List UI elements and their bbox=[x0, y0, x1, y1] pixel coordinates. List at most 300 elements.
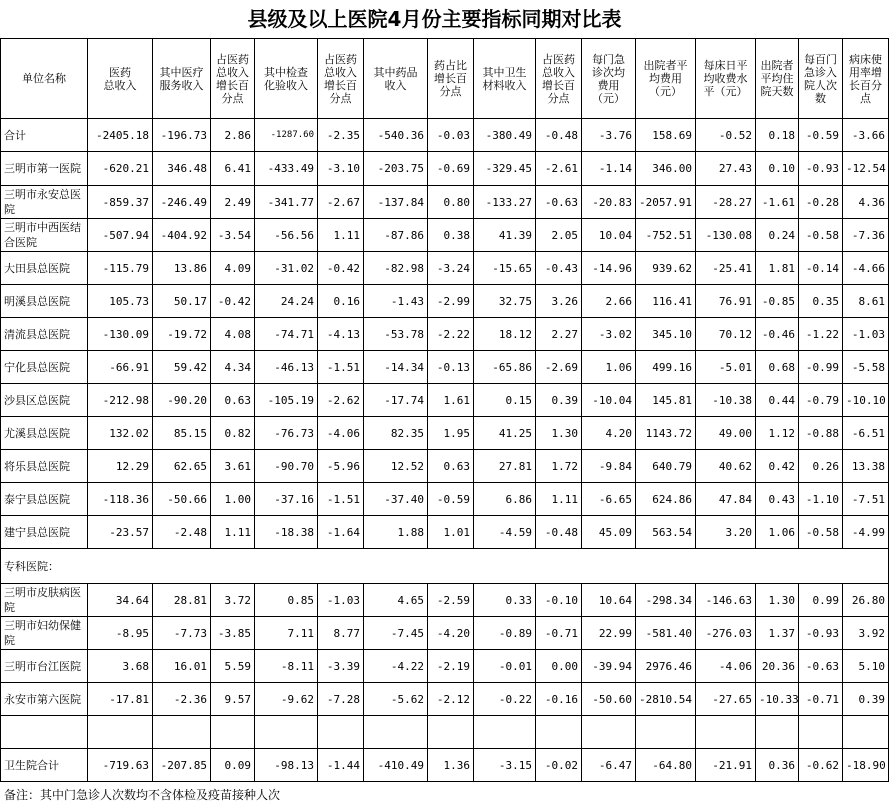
empty-cell bbox=[843, 716, 889, 749]
value-cell: 1.61 bbox=[428, 384, 474, 417]
value-cell: -66.91 bbox=[88, 351, 153, 384]
empty-cell bbox=[153, 716, 211, 749]
column-header: 每百门 急诊入 院人次 数 bbox=[799, 39, 843, 119]
value-cell: -2.22 bbox=[428, 318, 474, 351]
value-cell: 12.29 bbox=[88, 450, 153, 483]
value-cell: 0.09 bbox=[211, 749, 255, 782]
value-cell: -1.43 bbox=[364, 285, 428, 318]
value-cell: -27.65 bbox=[696, 683, 756, 716]
value-cell: -0.22 bbox=[474, 683, 536, 716]
value-cell: 4.20 bbox=[582, 417, 636, 450]
value-cell: -50.66 bbox=[153, 483, 211, 516]
section-label: 专科医院： bbox=[1, 549, 889, 584]
value-cell: 4.09 bbox=[211, 252, 255, 285]
table-row bbox=[1, 650, 889, 683]
value-cell: 6.86 bbox=[474, 483, 536, 516]
value-cell: -2.61 bbox=[536, 152, 582, 186]
value-cell: -0.93 bbox=[799, 152, 843, 186]
value-cell: 5.10 bbox=[843, 650, 889, 683]
value-cell: 70.12 bbox=[696, 318, 756, 351]
value-cell: 24.24 bbox=[255, 285, 318, 318]
value-cell: 0.24 bbox=[756, 219, 799, 252]
column-header: 占医药 总收入 增长百 分点 bbox=[318, 39, 364, 119]
value-cell: -2405.18 bbox=[88, 119, 153, 152]
value-cell: 4.36 bbox=[843, 186, 889, 219]
value-cell: -28.27 bbox=[696, 186, 756, 219]
value-cell: -1.44 bbox=[318, 749, 364, 782]
value-cell: 0.33 bbox=[474, 584, 536, 617]
value-cell: -0.01 bbox=[474, 650, 536, 683]
value-cell: -23.57 bbox=[88, 516, 153, 549]
value-cell: 346.00 bbox=[636, 152, 696, 186]
table-row bbox=[1, 152, 889, 186]
empty-cell bbox=[536, 716, 582, 749]
value-cell: 1.37 bbox=[756, 617, 799, 650]
value-cell: 6.41 bbox=[211, 152, 255, 186]
value-cell: -8.11 bbox=[255, 650, 318, 683]
value-cell: -5.96 bbox=[318, 450, 364, 483]
value-cell: 0.10 bbox=[756, 152, 799, 186]
value-cell: -14.96 bbox=[582, 252, 636, 285]
value-cell: -0.63 bbox=[536, 186, 582, 219]
unit-name-cell: 合计 bbox=[1, 119, 88, 152]
value-cell: 1.06 bbox=[756, 516, 799, 549]
value-cell: 0.42 bbox=[756, 450, 799, 483]
value-cell: 0.68 bbox=[756, 351, 799, 384]
value-cell: -752.51 bbox=[636, 219, 696, 252]
unit-name-cell: 三明市台江医院 bbox=[1, 650, 88, 683]
value-cell: 105.73 bbox=[88, 285, 153, 318]
value-cell: 1.00 bbox=[211, 483, 255, 516]
value-cell: 62.65 bbox=[153, 450, 211, 483]
value-cell: 0.16 bbox=[318, 285, 364, 318]
value-cell: 27.43 bbox=[696, 152, 756, 186]
value-cell: -5.62 bbox=[364, 683, 428, 716]
value-cell: 116.41 bbox=[636, 285, 696, 318]
value-cell: -0.42 bbox=[318, 252, 364, 285]
unit-name-cell: 大田县总医院 bbox=[1, 252, 88, 285]
header-unit-name: 单位名称 bbox=[1, 39, 88, 119]
value-cell: -10.04 bbox=[582, 384, 636, 417]
value-cell: -0.43 bbox=[536, 252, 582, 285]
value-cell: -2810.54 bbox=[636, 683, 696, 716]
value-cell: 0.82 bbox=[211, 417, 255, 450]
table-row bbox=[1, 384, 889, 417]
value-cell: -10.38 bbox=[696, 384, 756, 417]
value-cell: -1.22 bbox=[799, 318, 843, 351]
empty-cell bbox=[799, 716, 843, 749]
value-cell: -6.65 bbox=[582, 483, 636, 516]
value-cell: -380.49 bbox=[474, 119, 536, 152]
column-header: 其中医疗 服务收入 bbox=[153, 39, 211, 119]
value-cell: -133.27 bbox=[474, 186, 536, 219]
value-cell: 1.12 bbox=[756, 417, 799, 450]
value-cell: 5.59 bbox=[211, 650, 255, 683]
value-cell: 12.52 bbox=[364, 450, 428, 483]
comparison-table bbox=[0, 38, 889, 782]
value-cell: 0.80 bbox=[428, 186, 474, 219]
value-cell: -0.99 bbox=[799, 351, 843, 384]
value-cell: -2.99 bbox=[428, 285, 474, 318]
table-row bbox=[1, 285, 889, 318]
empty-cell bbox=[636, 716, 696, 749]
value-cell: -74.71 bbox=[255, 318, 318, 351]
value-cell: 3.26 bbox=[536, 285, 582, 318]
value-cell: -4.59 bbox=[474, 516, 536, 549]
value-cell: 0.38 bbox=[428, 219, 474, 252]
value-cell: -3.02 bbox=[582, 318, 636, 351]
value-cell: -1.61 bbox=[756, 186, 799, 219]
value-cell: 45.09 bbox=[582, 516, 636, 549]
unit-name-cell: 沙县区总医院 bbox=[1, 384, 88, 417]
value-cell: 18.12 bbox=[474, 318, 536, 351]
value-cell: 1.81 bbox=[756, 252, 799, 285]
value-cell: -4.13 bbox=[318, 318, 364, 351]
value-cell: 0.39 bbox=[843, 683, 889, 716]
value-cell: -0.46 bbox=[756, 318, 799, 351]
value-cell: -25.41 bbox=[696, 252, 756, 285]
value-cell: -0.58 bbox=[799, 219, 843, 252]
value-cell: -1.03 bbox=[843, 318, 889, 351]
value-cell: 10.64 bbox=[582, 584, 636, 617]
total-row bbox=[1, 119, 889, 152]
table-row bbox=[1, 516, 889, 549]
value-cell: -3.66 bbox=[843, 119, 889, 152]
value-cell: -329.45 bbox=[474, 152, 536, 186]
value-cell: 3.61 bbox=[211, 450, 255, 483]
value-cell: -3.24 bbox=[428, 252, 474, 285]
value-cell: -7.36 bbox=[843, 219, 889, 252]
value-cell: -1.64 bbox=[318, 516, 364, 549]
unit-name-cell: 三明市永安总医院 bbox=[1, 186, 88, 219]
value-cell: -0.89 bbox=[474, 617, 536, 650]
value-cell: -10.33 bbox=[756, 683, 799, 716]
unit-name-cell: 将乐县总医院 bbox=[1, 450, 88, 483]
value-cell: 1.30 bbox=[756, 584, 799, 617]
value-cell: -8.95 bbox=[88, 617, 153, 650]
empty-cell bbox=[756, 716, 799, 749]
column-header: 其中卫生 材料收入 bbox=[474, 39, 536, 119]
value-cell: -0.69 bbox=[428, 152, 474, 186]
value-cell: 49.00 bbox=[696, 417, 756, 450]
value-cell: -1.03 bbox=[318, 584, 364, 617]
value-cell: -0.71 bbox=[799, 683, 843, 716]
value-cell: -1287.60 bbox=[255, 119, 318, 152]
value-cell: -7.51 bbox=[843, 483, 889, 516]
value-cell: -0.14 bbox=[799, 252, 843, 285]
value-cell: -0.59 bbox=[428, 483, 474, 516]
value-cell: 41.39 bbox=[474, 219, 536, 252]
unit-name-cell: 宁化县总医院 bbox=[1, 351, 88, 384]
value-cell: -31.02 bbox=[255, 252, 318, 285]
value-cell: -146.63 bbox=[696, 584, 756, 617]
value-cell: 50.17 bbox=[153, 285, 211, 318]
value-cell: -2.19 bbox=[428, 650, 474, 683]
empty-cell bbox=[474, 716, 536, 749]
column-header: 药占比 增长百 分点 bbox=[428, 39, 474, 119]
value-cell: -19.72 bbox=[153, 318, 211, 351]
value-cell: 9.57 bbox=[211, 683, 255, 716]
value-cell: -0.16 bbox=[536, 683, 582, 716]
column-header: 占医药 总收入 增长百 分点 bbox=[211, 39, 255, 119]
value-cell: 0.18 bbox=[756, 119, 799, 152]
value-cell: -90.20 bbox=[153, 384, 211, 417]
empty-cell bbox=[1, 716, 88, 749]
value-cell: -18.38 bbox=[255, 516, 318, 549]
value-cell: -276.03 bbox=[696, 617, 756, 650]
value-cell: 1.06 bbox=[582, 351, 636, 384]
value-cell: -298.34 bbox=[636, 584, 696, 617]
value-cell: 41.25 bbox=[474, 417, 536, 450]
value-cell: 3.20 bbox=[696, 516, 756, 549]
value-cell: 4.65 bbox=[364, 584, 428, 617]
blank-row bbox=[1, 716, 889, 749]
value-cell: 16.01 bbox=[153, 650, 211, 683]
unit-name-cell: 清流县总医院 bbox=[1, 318, 88, 351]
value-cell: -14.34 bbox=[364, 351, 428, 384]
value-cell: -507.94 bbox=[88, 219, 153, 252]
value-cell: 2.49 bbox=[211, 186, 255, 219]
value-cell: 1.11 bbox=[318, 219, 364, 252]
column-header: 占医药 总收入 增长百 分点 bbox=[536, 39, 582, 119]
value-cell: -1.51 bbox=[318, 351, 364, 384]
value-cell: -82.98 bbox=[364, 252, 428, 285]
value-cell: 34.64 bbox=[88, 584, 153, 617]
value-cell: -10.10 bbox=[843, 384, 889, 417]
value-cell: 76.91 bbox=[696, 285, 756, 318]
value-cell: -18.90 bbox=[843, 749, 889, 782]
value-cell: -6.47 bbox=[582, 749, 636, 782]
header-row bbox=[1, 39, 889, 119]
value-cell: -0.52 bbox=[696, 119, 756, 152]
value-cell: -130.08 bbox=[696, 219, 756, 252]
unit-name-cell: 三明市妇幼保健院 bbox=[1, 617, 88, 650]
value-cell: 4.08 bbox=[211, 318, 255, 351]
value-cell: 0.26 bbox=[799, 450, 843, 483]
value-cell: 2.86 bbox=[211, 119, 255, 152]
table-title: 县级及以上医院4月份主要指标同期对比表 bbox=[247, 7, 622, 31]
value-cell: -1.14 bbox=[582, 152, 636, 186]
table-row bbox=[1, 584, 889, 617]
value-cell: 2.27 bbox=[536, 318, 582, 351]
value-cell: 4.34 bbox=[211, 351, 255, 384]
unit-name-cell: 三明市中西医结合医院 bbox=[1, 219, 88, 252]
column-header: 其中药品 收入 bbox=[364, 39, 428, 119]
value-cell: -17.74 bbox=[364, 384, 428, 417]
table-row bbox=[1, 417, 889, 450]
value-cell: -3.15 bbox=[474, 749, 536, 782]
value-cell: 3.72 bbox=[211, 584, 255, 617]
footnote: 备注：其中门急诊人次数均不含体检及疫苗接种人次 bbox=[4, 788, 281, 802]
value-cell: -5.01 bbox=[696, 351, 756, 384]
value-cell: -0.48 bbox=[536, 516, 582, 549]
value-cell: 3.92 bbox=[843, 617, 889, 650]
value-cell: 85.15 bbox=[153, 417, 211, 450]
value-cell: 2976.46 bbox=[636, 650, 696, 683]
value-cell: 8.61 bbox=[843, 285, 889, 318]
value-cell: 1143.72 bbox=[636, 417, 696, 450]
value-cell: -0.59 bbox=[799, 119, 843, 152]
empty-cell bbox=[318, 716, 364, 749]
value-cell: -0.03 bbox=[428, 119, 474, 152]
value-cell: -0.13 bbox=[428, 351, 474, 384]
value-cell: 346.48 bbox=[153, 152, 211, 186]
table-row bbox=[1, 219, 889, 252]
value-cell: 40.62 bbox=[696, 450, 756, 483]
value-cell: -65.86 bbox=[474, 351, 536, 384]
value-cell: -3.10 bbox=[318, 152, 364, 186]
value-cell: 563.54 bbox=[636, 516, 696, 549]
value-cell: 13.38 bbox=[843, 450, 889, 483]
value-cell: -719.63 bbox=[88, 749, 153, 782]
value-cell: 0.00 bbox=[536, 650, 582, 683]
value-cell: -39.94 bbox=[582, 650, 636, 683]
unit-name-cell: 尤溪县总医院 bbox=[1, 417, 88, 450]
value-cell: -3.76 bbox=[582, 119, 636, 152]
value-cell: 345.10 bbox=[636, 318, 696, 351]
value-cell: -1.51 bbox=[318, 483, 364, 516]
empty-cell bbox=[364, 716, 428, 749]
value-cell: 1.01 bbox=[428, 516, 474, 549]
value-cell: -37.40 bbox=[364, 483, 428, 516]
value-cell: -130.09 bbox=[88, 318, 153, 351]
value-cell: 1.11 bbox=[211, 516, 255, 549]
column-header: 医药 总收入 bbox=[88, 39, 153, 119]
value-cell: -2.36 bbox=[153, 683, 211, 716]
value-cell: -90.70 bbox=[255, 450, 318, 483]
value-cell: -105.19 bbox=[255, 384, 318, 417]
table-row bbox=[1, 252, 889, 285]
value-cell: 1.72 bbox=[536, 450, 582, 483]
value-cell: -56.56 bbox=[255, 219, 318, 252]
value-cell: -115.79 bbox=[88, 252, 153, 285]
value-cell: -341.77 bbox=[255, 186, 318, 219]
value-cell: 10.04 bbox=[582, 219, 636, 252]
value-cell: 47.84 bbox=[696, 483, 756, 516]
value-cell: -620.21 bbox=[88, 152, 153, 186]
unit-name-cell: 卫生院合计 bbox=[1, 749, 88, 782]
value-cell: 0.43 bbox=[756, 483, 799, 516]
unit-name-cell: 明溪县总医院 bbox=[1, 285, 88, 318]
value-cell: 0.15 bbox=[474, 384, 536, 417]
empty-cell bbox=[582, 716, 636, 749]
value-cell: -859.37 bbox=[88, 186, 153, 219]
value-cell: 0.36 bbox=[756, 749, 799, 782]
value-cell: 0.35 bbox=[799, 285, 843, 318]
value-cell: 28.81 bbox=[153, 584, 211, 617]
value-cell: -3.54 bbox=[211, 219, 255, 252]
value-cell: -1.10 bbox=[799, 483, 843, 516]
value-cell: -404.92 bbox=[153, 219, 211, 252]
value-cell: 7.11 bbox=[255, 617, 318, 650]
value-cell: 499.16 bbox=[636, 351, 696, 384]
value-cell: 2.05 bbox=[536, 219, 582, 252]
value-cell: 145.81 bbox=[636, 384, 696, 417]
value-cell: -0.85 bbox=[756, 285, 799, 318]
value-cell: -540.36 bbox=[364, 119, 428, 152]
value-cell: -0.63 bbox=[799, 650, 843, 683]
table-row bbox=[1, 683, 889, 716]
value-cell: 3.68 bbox=[88, 650, 153, 683]
value-cell: -118.36 bbox=[88, 483, 153, 516]
column-header: 出院者平 均费用 （元） bbox=[636, 39, 696, 119]
value-cell: 1.88 bbox=[364, 516, 428, 549]
value-cell: 82.35 bbox=[364, 417, 428, 450]
value-cell: -137.84 bbox=[364, 186, 428, 219]
value-cell: -4.66 bbox=[843, 252, 889, 285]
value-cell: -3.39 bbox=[318, 650, 364, 683]
value-cell: -0.93 bbox=[799, 617, 843, 650]
value-cell: -0.79 bbox=[799, 384, 843, 417]
value-cell: 132.02 bbox=[88, 417, 153, 450]
value-cell: -98.13 bbox=[255, 749, 318, 782]
empty-cell bbox=[696, 716, 756, 749]
value-cell: -0.62 bbox=[799, 749, 843, 782]
value-cell: -2.59 bbox=[428, 584, 474, 617]
table-row bbox=[1, 318, 889, 351]
value-cell: -246.49 bbox=[153, 186, 211, 219]
unit-name-cell: 建宁县总医院 bbox=[1, 516, 88, 549]
empty-cell bbox=[88, 716, 153, 749]
empty-cell bbox=[255, 716, 318, 749]
value-cell: 1.11 bbox=[536, 483, 582, 516]
value-cell: -9.62 bbox=[255, 683, 318, 716]
value-cell: 2.66 bbox=[582, 285, 636, 318]
value-cell: -4.20 bbox=[428, 617, 474, 650]
value-cell: -7.73 bbox=[153, 617, 211, 650]
value-cell: -4.06 bbox=[696, 650, 756, 683]
empty-cell bbox=[428, 716, 474, 749]
value-cell: -46.13 bbox=[255, 351, 318, 384]
value-cell: 0.44 bbox=[756, 384, 799, 417]
value-cell: 1.36 bbox=[428, 749, 474, 782]
value-cell: 0.99 bbox=[799, 584, 843, 617]
column-header: 病床使 用率增 长百分 点 bbox=[843, 39, 889, 119]
value-cell: -21.91 bbox=[696, 749, 756, 782]
unit-name-cell: 泰宁县总医院 bbox=[1, 483, 88, 516]
value-cell: -3.85 bbox=[211, 617, 255, 650]
unit-name-cell: 永安市第六医院 bbox=[1, 683, 88, 716]
value-cell: -2.35 bbox=[318, 119, 364, 152]
value-cell: 624.86 bbox=[636, 483, 696, 516]
clinic-total-row bbox=[1, 749, 889, 782]
empty-cell bbox=[211, 716, 255, 749]
value-cell: -0.10 bbox=[536, 584, 582, 617]
value-cell: -4.22 bbox=[364, 650, 428, 683]
value-cell: -2.69 bbox=[536, 351, 582, 384]
value-cell: -2.62 bbox=[318, 384, 364, 417]
value-cell: -7.28 bbox=[318, 683, 364, 716]
value-cell: 1.30 bbox=[536, 417, 582, 450]
table-row bbox=[1, 351, 889, 384]
value-cell: -0.71 bbox=[536, 617, 582, 650]
value-cell: -581.40 bbox=[636, 617, 696, 650]
value-cell: -76.73 bbox=[255, 417, 318, 450]
value-cell: -87.86 bbox=[364, 219, 428, 252]
value-cell: 640.79 bbox=[636, 450, 696, 483]
value-cell: -7.45 bbox=[364, 617, 428, 650]
column-header: 每床日平 均收费水 平（元） bbox=[696, 39, 756, 119]
value-cell: -410.49 bbox=[364, 749, 428, 782]
value-cell: 22.99 bbox=[582, 617, 636, 650]
table-row bbox=[1, 617, 889, 650]
value-cell: -17.81 bbox=[88, 683, 153, 716]
unit-name-cell: 三明市皮肤病医院 bbox=[1, 584, 88, 617]
value-cell: 59.42 bbox=[153, 351, 211, 384]
value-cell: 0.85 bbox=[255, 584, 318, 617]
table-row bbox=[1, 186, 889, 219]
column-header: 出院者 平均住 院天数 bbox=[756, 39, 799, 119]
